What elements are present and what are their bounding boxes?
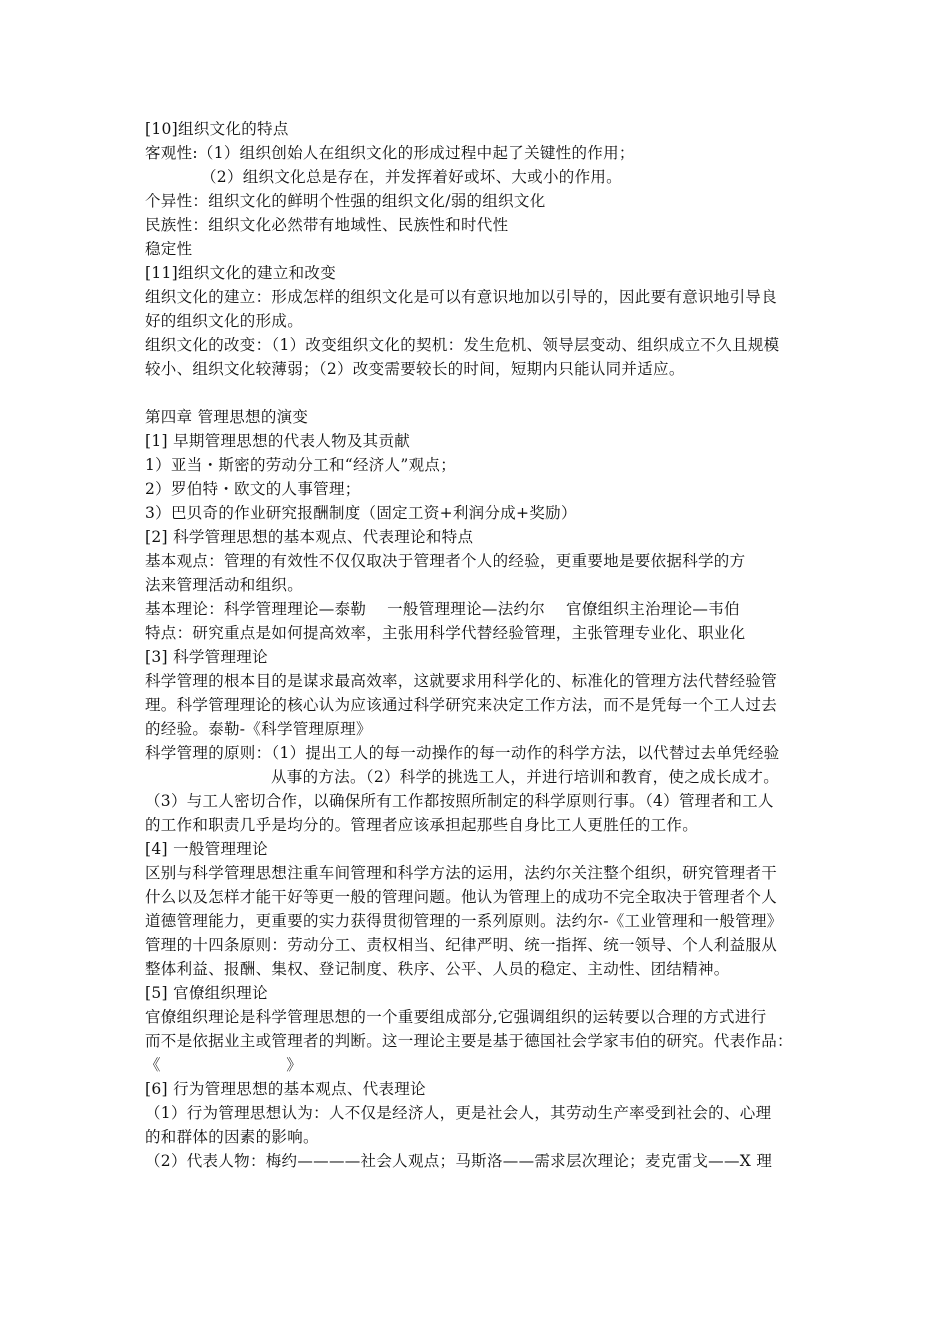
document-body (145, 117, 813, 1173)
sci-mgmt-para-line-2: 理。科学管理理论的核心认为应该通过科学研究来决定工作方法，而不是凭每一个工人过去 (145, 696, 778, 714)
general-mgmt-line-5: 整体利益、报酬、集权、登记制度、秩序、公平、人员的稳定、主动性、团结精神。 (145, 960, 730, 978)
sci-mgmt-principle-line-1: 科学管理的原则：（1）提出工人的每一动操作的每一动作的科学方法，以代替过去单凭经验 (145, 744, 780, 762)
general-mgmt-line-4: 管理的十四条原则：劳动分工、责权相当、纪律严明、统一指挥、统一领导、个人利益服从 (145, 936, 778, 954)
ch4-section-2-title: [2] 科学管理思想的基本观点、代表理论和特点 (145, 528, 474, 546)
blank-line (145, 381, 813, 405)
culture-build-line-1: 组织文化的建立：形成怎样的组织文化是可以有意识地加以引导的，因此要有意识地引导良 (145, 288, 778, 306)
basic-view-line-1: 基本观点：管理的有效性不仅仅取决于管理者个人的经验，更重要地是要依据科学的方 (145, 552, 746, 570)
culture-change-line-2: 较小、组织文化较薄弱；（2）改变需要较长的时间，短期内只能认同并适应。 (145, 360, 685, 378)
section-10-title: [10]组织文化的特点 (145, 120, 289, 138)
stability-line: 稳定性 (145, 240, 193, 258)
ch4-section-3-title: [3] 科学管理理论 (145, 648, 268, 666)
ch4-section-6-title: [6] 行为管理思想的基本观点、代表理论 (145, 1080, 426, 1098)
culture-change-line-1: 组织文化的改变：（1）改变组织文化的契机：发生危机、领导层变动、组织成立不久且规模 (145, 336, 780, 354)
sci-mgmt-principle-line-4: 的工作和职责几乎是均分的。管理者应该承担起那些自身比工人更胜任的工作。 (145, 816, 699, 834)
culture-build-line-2: 好的组织文化的形成。 (145, 312, 304, 330)
early-thought-item-2: 2）罗伯特・欧文的人事管理； (145, 480, 361, 498)
bureaucracy-line-2: 而不是依据业主或管理者的判断。这一理论主要是基于德国社会学家韦伯的研究。代表作品： (145, 1032, 793, 1050)
general-mgmt-line-2: 什么以及怎样才能干好等更一般的管理问题。他认为管理上的成功不完全取决于管理者个人 (145, 888, 778, 906)
ch4-section-4-title: [4] 一般管理理论 (145, 840, 268, 858)
objectivity-line-1: 客观性:（1）组织创始人在组织文化的形成过程中起了关键性的作用； (145, 144, 635, 162)
sci-mgmt-para-line-1: 科学管理的根本目的是谋求最高效率，这就要求用科学化的、标准化的管理方法代替经验管 (145, 672, 778, 690)
sci-mgmt-principle-line-3: （3）与工人密切合作，以确保所有工作都按照所制定的科学原则行事。（4）管理者和工人 (145, 792, 774, 810)
individuality-line: 个异性：组织文化的鲜明个性强的组织文化/弱的组织文化 (145, 192, 546, 210)
bureaucracy-line-1: 官僚组织理论是科学管理思想的一个重要组成部分,它强调组织的运转要以合理的方式进行 (145, 1008, 767, 1026)
section-11-title: [11]组织文化的建立和改变 (145, 264, 337, 282)
sci-mgmt-para-line-3: 的经验。泰勒-《科学管理原理》 (145, 720, 372, 738)
behavioral-line-2: 的和群体的因素的影响。 (145, 1128, 319, 1146)
basic-theory-line: 基本理论：科学管理理论—泰勒 一般管理理论—法约尔 官僚组织主治理论—韦伯 (145, 600, 740, 618)
general-mgmt-line-1: 区别与科学管理思想注重车间管理和科学方法的运用，法约尔关注整个组织，研究管理者干 (145, 864, 778, 882)
basic-view-line-2: 法来管理活动和组织。 (145, 576, 304, 594)
behavioral-line-1: （1）行为管理思想认为：人不仅是经济人，更是社会人，其劳动生产率受到社会的、心理 (145, 1104, 772, 1122)
early-thought-item-3: 3）巴贝奇的作业研究报酬制度（固定工资+利润分成+奖励） (145, 504, 577, 522)
early-thought-item-1: 1）亚当・斯密的劳动分工和“经济人”观点； (145, 456, 457, 474)
behavioral-line-3: （2）代表人物：梅约————社会人观点；马斯洛——需求层次理论；麦克雷戈——X 理 (145, 1152, 773, 1170)
sci-mgmt-principle-line-2: 从事的方法。（2）科学的挑选工人，并进行培训和教育，使之成长成才。 (271, 768, 780, 786)
chapter-4-title: 第四章 管理思想的演变 (145, 408, 309, 426)
ch4-section-5-title: [5] 官僚组织理论 (145, 984, 268, 1002)
ch4-section-1-title: [1] 早期管理思想的代表人物及其贡献 (145, 432, 411, 450)
objectivity-line-2: （2）组织文化总是存在，并发挥着好或坏、大或小的作用。 (201, 168, 622, 186)
nationality-line: 民族性：组织文化必然带有地域性、民族性和时代性 (145, 216, 509, 234)
general-mgmt-line-3: 道德管理能力，更重要的实力获得贯彻管理的一系列原则。法约尔-《工业管理和一般管理》 (145, 912, 783, 930)
feature-line: 特点：研究重点是如何提高效率，主张用科学代替经验管理，主张管理专业化、职业化 (145, 624, 746, 642)
bureaucracy-line-3: 《 》 (145, 1056, 303, 1074)
